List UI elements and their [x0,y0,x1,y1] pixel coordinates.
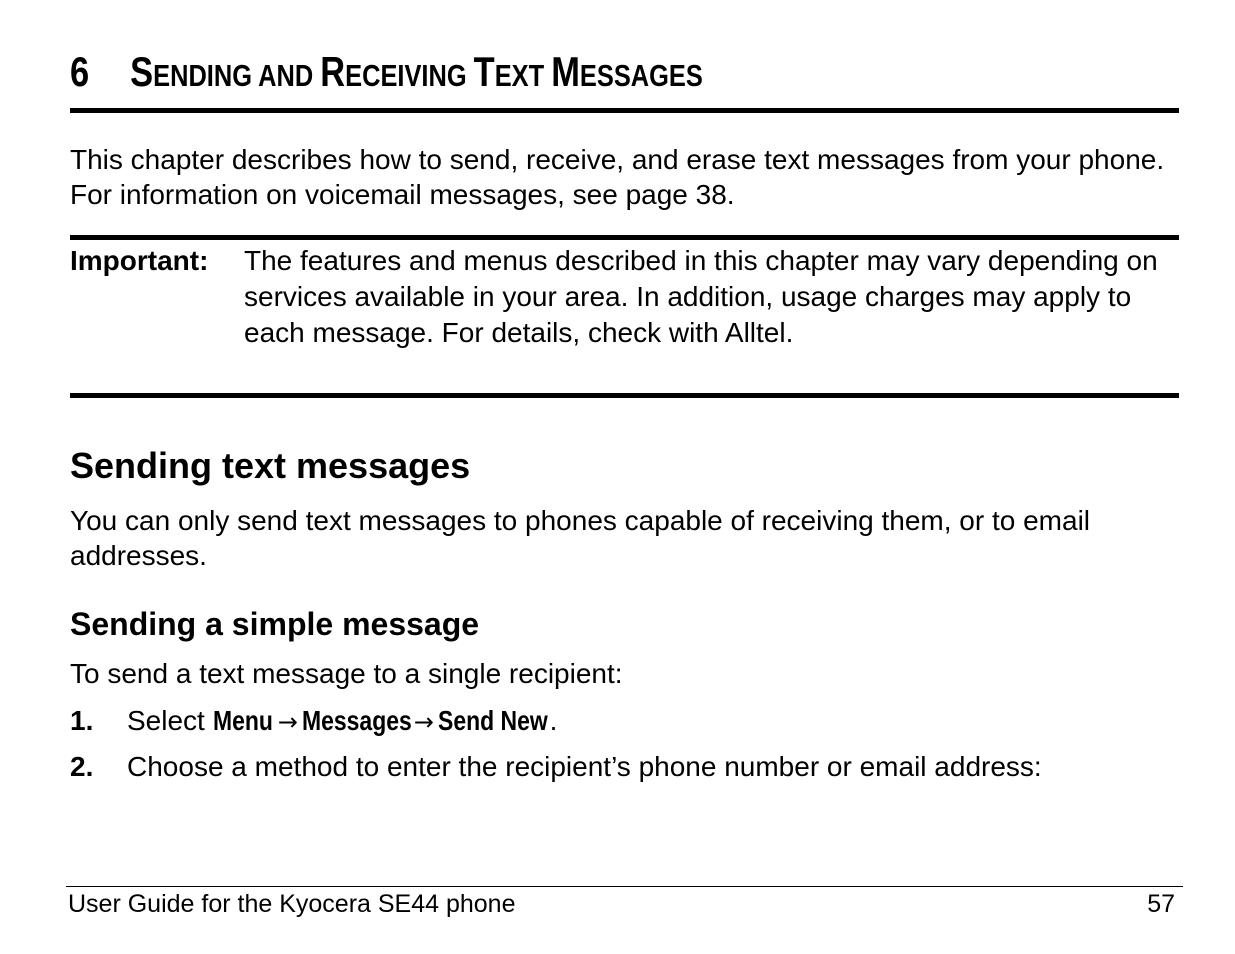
important-text: The features and menus described in this chapter may vary depending on services available in your area. In addition, usage charges may apply to each message. For details, check with Alltel. [244,245,1158,348]
menu-path-item: Send New [437,705,548,736]
footer-title: User Guide for the Kyocera SE44 phone [68,890,516,918]
chapter-heading [70,46,703,108]
title-initial: S [130,48,154,95]
heading-rule [70,108,1179,113]
title-initial: T [473,48,495,95]
chapter-title [130,48,703,95]
intro-paragraph: This chapter describes how to send, receive, and erase text messages from your phone. For information on voicemail messages, see page 38. [70,144,1165,210]
title-smallcaps: ECEIVING [345,58,474,93]
subsection-heading: Sending a simple message [70,606,480,642]
menu-path-item: Messages [301,705,412,736]
important-top-rule [70,235,1179,240]
title-initial: M [551,48,580,95]
step-text: Choose a method to enter the recipient’s phone number or email address: [127,751,1042,782]
important-bottom-rule [70,393,1179,398]
step-suffix: . [549,705,558,736]
arrow-right-icon: → [413,708,434,736]
title-smallcaps: EXT [494,58,552,93]
step-prefix: Select [127,705,213,736]
footer-rule [66,886,1183,887]
title-initial: R [320,48,346,95]
chapter-number: 6 [70,48,90,95]
section-paragraph: You can only send text messages to phones capable of receiving them, or to email addresses. [70,505,1091,571]
section-heading: Sending text messages [70,445,471,486]
subsection-paragraph: To send a text message to a single recipient: [70,658,623,689]
title-smallcaps: ESSAGES [579,58,703,93]
important-label: Important: [70,245,209,276]
menu-path-item: Menu [212,705,273,736]
step-text [127,703,1177,740]
arrow-right-icon: → [277,708,298,736]
page-number: 57 [1147,890,1175,918]
title-smallcaps: ENDING AND [153,58,321,93]
step-number: 2. [70,751,94,782]
step-number: 1. [70,705,94,736]
